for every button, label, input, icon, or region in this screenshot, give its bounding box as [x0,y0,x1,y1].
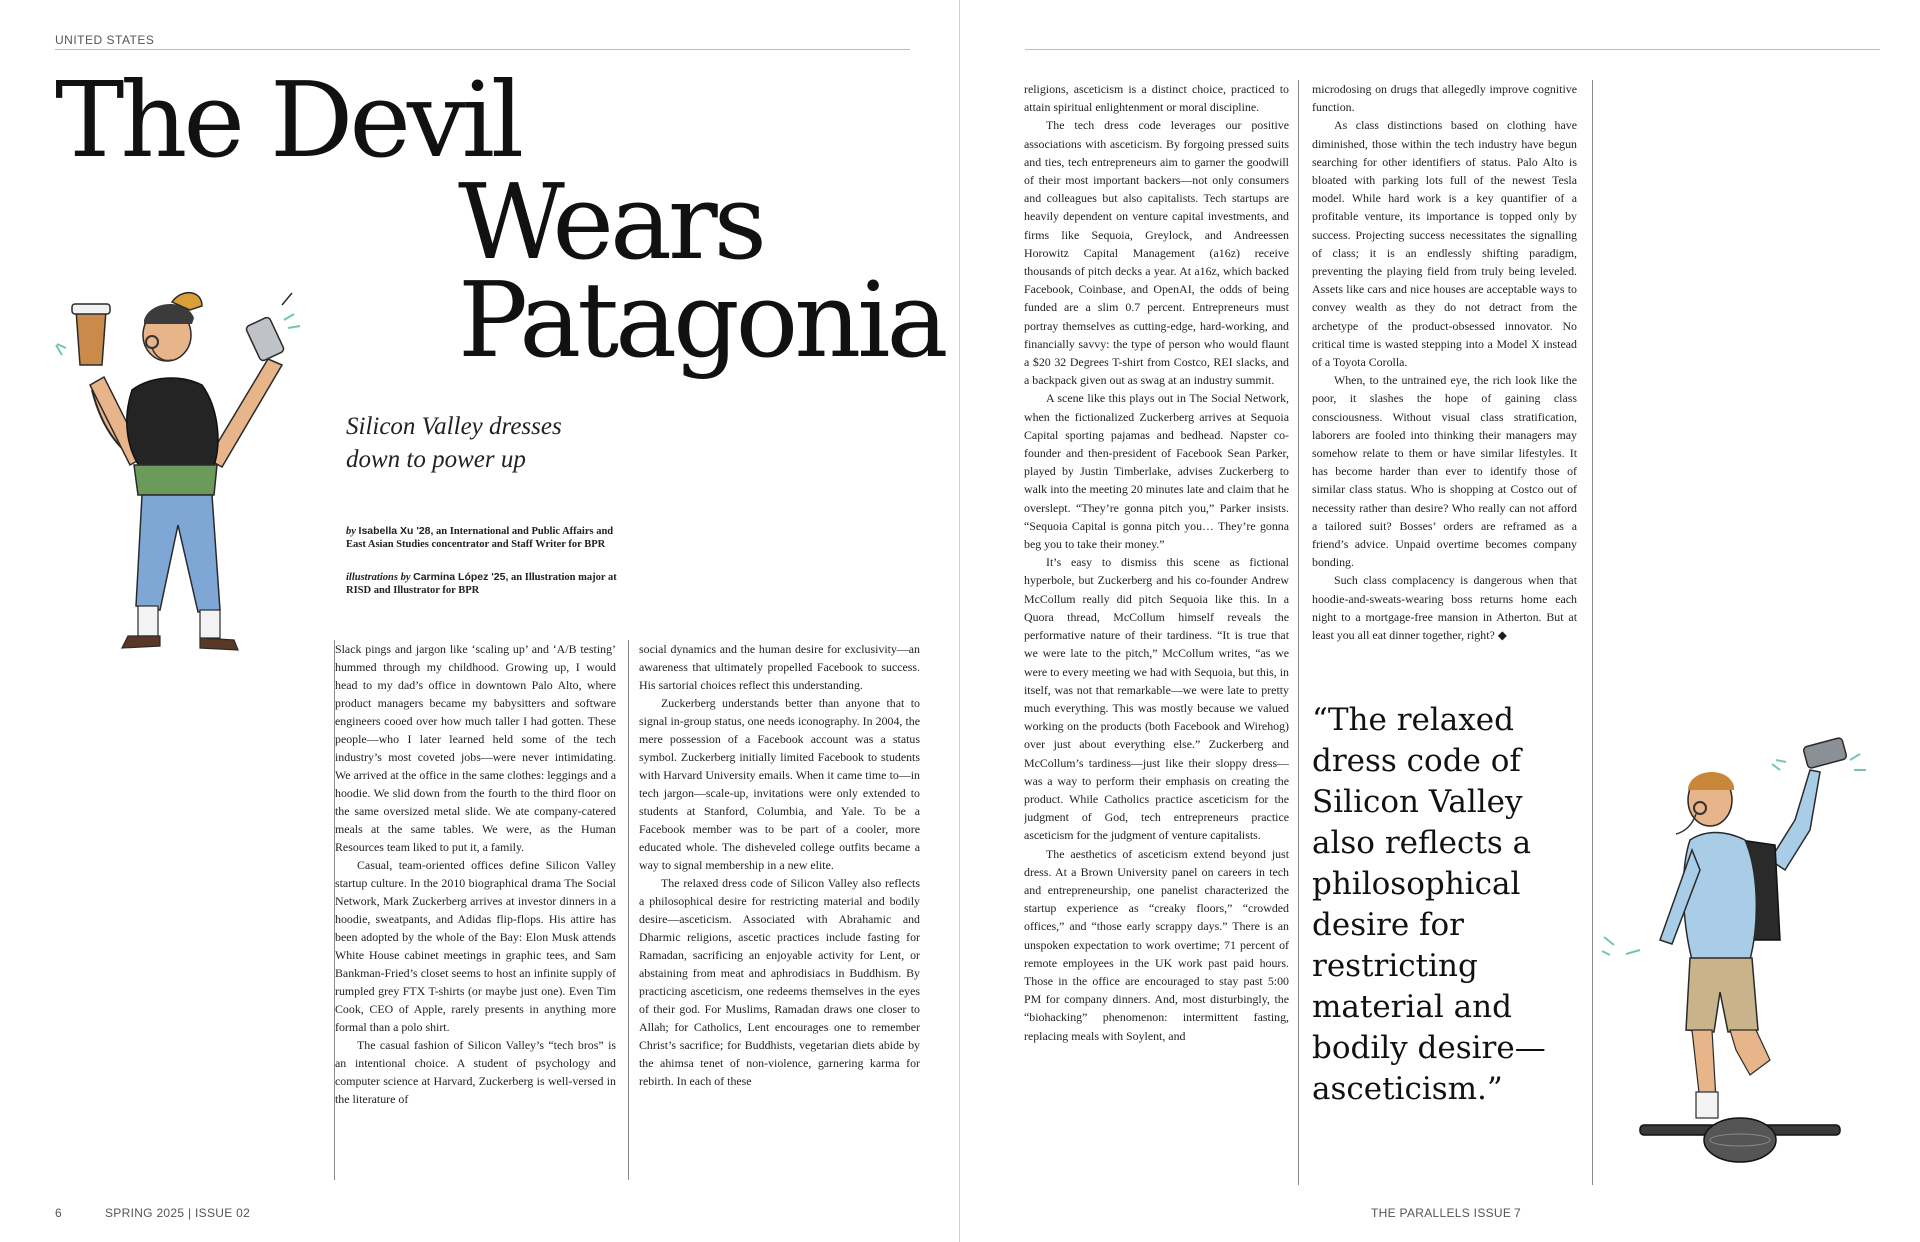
author-byline [346,525,621,551]
paragraph: As class distinctions based on clothing have diminished, those within the tech industry have begun searching for other identifiers of status. Palo Alto is bloated with parking lots full of the newest Tesla model. While hard work is a key quantifier of a profitable venture, its importance is topped only by success. Projecting success necessitates the signalling of class; it is an endlessly shifting paradigm, preventing the playing field from truly being leveled. Assets like cars and nice houses are acceptable ways to convey wealth as they do not detract from the archetype of the product-obsessed innovator. No critical time is wasted stepping into a Model X instead of a Toyota Corolla. [1312,118,1577,370]
subtitle-line: Silicon Valley dresses [346,413,562,440]
paragraph: Such class complacency is dangerous when that hoodie-and-sweats-wearing boss returns home each night to a mortgage-free mansion in Atherton. But at least you all eat dinner together, right? ◆ [1312,573,1577,643]
column-rule [334,640,335,1180]
illustrator-byline [346,571,621,597]
paragraph: Slack pings and jargon like ‘scaling up’ and ‘A/B testing’ hummed through my childhood. Growing up, I would head to my dad’s office in downtown Palo Alto, where product managers became my babysitters and software engineers cooed over how much taller I had gotten. These people—who I later learned held some of the tech industry’s most coveted jobs—were never intimidating. We arrived at the office in the same clothes: leggings and a hoodie. We slid down from the fourth to the third floor on the same oversized metal slide. We ate company-catered meals at the same tables. We were, as the Human Resources team liked to put it, a family. [335,642,616,854]
page-number: 7 [1514,1206,1521,1220]
paragraph: It’s easy to dismiss this scene as fictional hyperbole, but Zuckerberg and his co-founder Andrew McCollum really did pitch Sequoia like this. In a Quora thread, McCollum himself reveals the performative nature of their tardiness. “It is true that we were late to the pitch,” McCollum writes, “as we were to every meeting we had with Sequoia, but this, in itself, was not that remarkable—we were late to pretty much everything. This was mostly because we valued working on the products (both Facebook and Wirehog) over just about everything else.” Zuckerberg and McCollum’s tardiness—just like their sloppy dress—was a way to perform their emphasis on creating the product. While Catholics practice asceticism for the judgment of God, tech entrepreneurs practice asceticism for the judgment of venture capitalists. [1024,555,1289,843]
paragraph: The aesthetics of asceticism extend beyond just dress. At a Brown University panel on careers in tech and entrepreneurship, one panelist characterized the startup experience as “creaky floors,” “crowded offices,” and “those early scrappy days.” There is an unspoken expectation to work overtime; 71 percent of remote employees in the UK work past paid hours. Those in the office are encouraged to stay past 5:00 PM for company dinners. And, most disturbingly, the “biohacking” phenomenon: intermittent fasting, replacing meals with Soylent, and [1024,846,1289,1043]
illustration-coffee-phone-man [52,280,322,700]
pull-quote: “The relaxed dress code of Silicon Valley also reflects a philosophical desire for restricting material and bodily desire—asceticism.” [1312,702,1546,1107]
subtitle-line: down to power up [346,446,526,473]
header-rule [1025,49,1880,50]
paragraph: A scene like this plays out in The Social Network, when the fictionalized Zuckerberg arrives at Sequoia Capital sporting pajamas and bedhead. Napster co-founder and then-president of Facebook Sean Parker, played by Justin Timberlake, advises Zuckerberg to walk into the meeting 20 minutes late and claim that he overslept. “They’re gonna pitch you,” Parker insists. “Sequoia Capital is gonna pitch you… They’re gonna beg you to take their money.” [1024,391,1289,552]
paragraph: The tech dress code leverages our positive associations with asceticism. By forgoing pressed suits and ties, tech entrepreneurs aim to garner the goodwill of their most important backers—not only consumers and colleagues but also capitalists. Tech startups are heavily dependent on venture capital investments, and firms like Sequoia, Greylock, and Andreessen Horowitz Capital Management (a16z) receive thousands of pitch decks a year. At a16z, which backed Facebook, Coinbase, and OpenAI, the odds of being funded are a slim 0.7 percent. Entrepreneurs must portray themselves as cutting-edge, hard-working, and financially savvy: the type of person who would flaunt a $20 32 Degrees T-shirt from Costco, REI slacks, and a backpack given out as swag at an industry summit. [1024,118,1289,388]
author-name: Isabella Xu '28, [358,525,434,537]
page-number: 6 [55,1206,62,1220]
column-rule [1298,80,1299,1185]
column-rule [1592,80,1593,1185]
paragraph: The relaxed dress code of Silicon Valley also reflects a philosophical desire for restricting material and bodily desire—asceticism. Associated with Abrahamic and Dharmic religions, ascetic practices include fasting for Ramadan, sacrificing an enjoyable activity for Lent, or abstaining from meat and aphrodisiacs in Buddhism. By practicing asceticism, one redeems themselves in the eyes of their god. For Muslims, Ramadan draws one closer to Allah; for Catholics, Lent encourages one to remember Christ’s sacrifice; for Buddhists, vegetarian diets abide by the ahimsa tenet of non-violence, garnering karma for rebirth. In each of these [639,876,920,1088]
section-label: UNITED STATES [55,33,155,47]
byline-lead: by [346,526,356,537]
illustrator-lead: illustrations by [346,572,411,583]
body-column-1 [335,640,616,1180]
paragraph: microdosing on drugs that allegedly improve cognitive function. [1312,82,1577,115]
illustration-onewheel-man [1600,730,1870,1190]
header-rule [55,49,910,50]
issue-label: SPRING 2025 | ISSUE 02 [105,1206,251,1220]
subtitle [346,410,636,476]
paragraph: Casual, team-oriented offices define Silicon Valley startup culture. In the 2010 biographical drama The Social Network, Mark Zuckerberg arrives at investor dinners in a hoodie, sweatpants, and Adidas flip-flops. His attire has been adopted by the whole of the Bay: Elon Musk attends White House cabinet meetings in graphic tees, and Sam Bankman-Fried’s closet seems to host an infinite supply of rumpled grey FTX T-shirts (or maybe just one). Even Tim Cook, CEO of Apple, rarely presents in anything more formal than a polo shirt. [335,858,616,1034]
body-column-2 [639,640,920,1180]
illustrator-bio: an Illustration major at RISD and Illustrator for BPR [346,572,617,596]
paragraph: religions, asceticism is a distinct choice, practiced to attain spiritual enlightenment or moral discipline. [1024,82,1289,115]
title-line-3: Patagonia [458,259,945,381]
title-line-2: Wears [458,161,764,283]
body-column-4 [1312,80,1577,680]
body-column-3 [1024,80,1289,1185]
paragraph: When, to the untrained eye, the rich look like the poor, it slashes the hope of gaining class consciousness. Without visual class stratification, laborers are fooled into thinking their managers may somehow relate to them or have similar lifestyles. It has become harder than ever to identify those of similar class status. Who is shopping at Costco out of necessity rather than desire? Who really can not afford a tailored suit? Bosses’ orders are reframed as a friend’s advice. Unpaid overtime becomes company bonding. [1312,373,1577,570]
right-page [960,0,1920,1242]
paragraph: Zuckerberg understands better than anyone that to signal in-group status, one needs iconography. In 2004, the mere possession of a Facebook account was a status symbol. Zuckerberg initially limited Facebook to students with Harvard University emails. When it came time to—in tech jargon—scale-up, invitations were only extended to students at Stanford, Columbia, and Yale. To be a Facebook member was to be part of a cooler, more educated whole. The disheveled college outfits became a way to signal membership in a new elite. [639,696,920,872]
title-line-1: The Devil [55,59,521,181]
paragraph: social dynamics and the human desire for exclusivity—an awareness that ultimately propelled Facebook to success. His sartorial choices reflect this understanding. [639,642,920,692]
paragraph: The casual fashion of Silicon Valley’s “tech bros” is an intentional choice. A student of psychology and computer science at Harvard, Zuckerberg is well-versed in the literature of [335,1038,616,1106]
issue-label: THE PARALLELS ISSUE [1371,1206,1512,1220]
author-bio: an International and Public Affairs and East Asian Studies concentrator and Staff Writer for BPR [346,526,614,550]
column-rule [628,640,629,1180]
illustrator-name: Carmina López '25, [413,571,509,583]
